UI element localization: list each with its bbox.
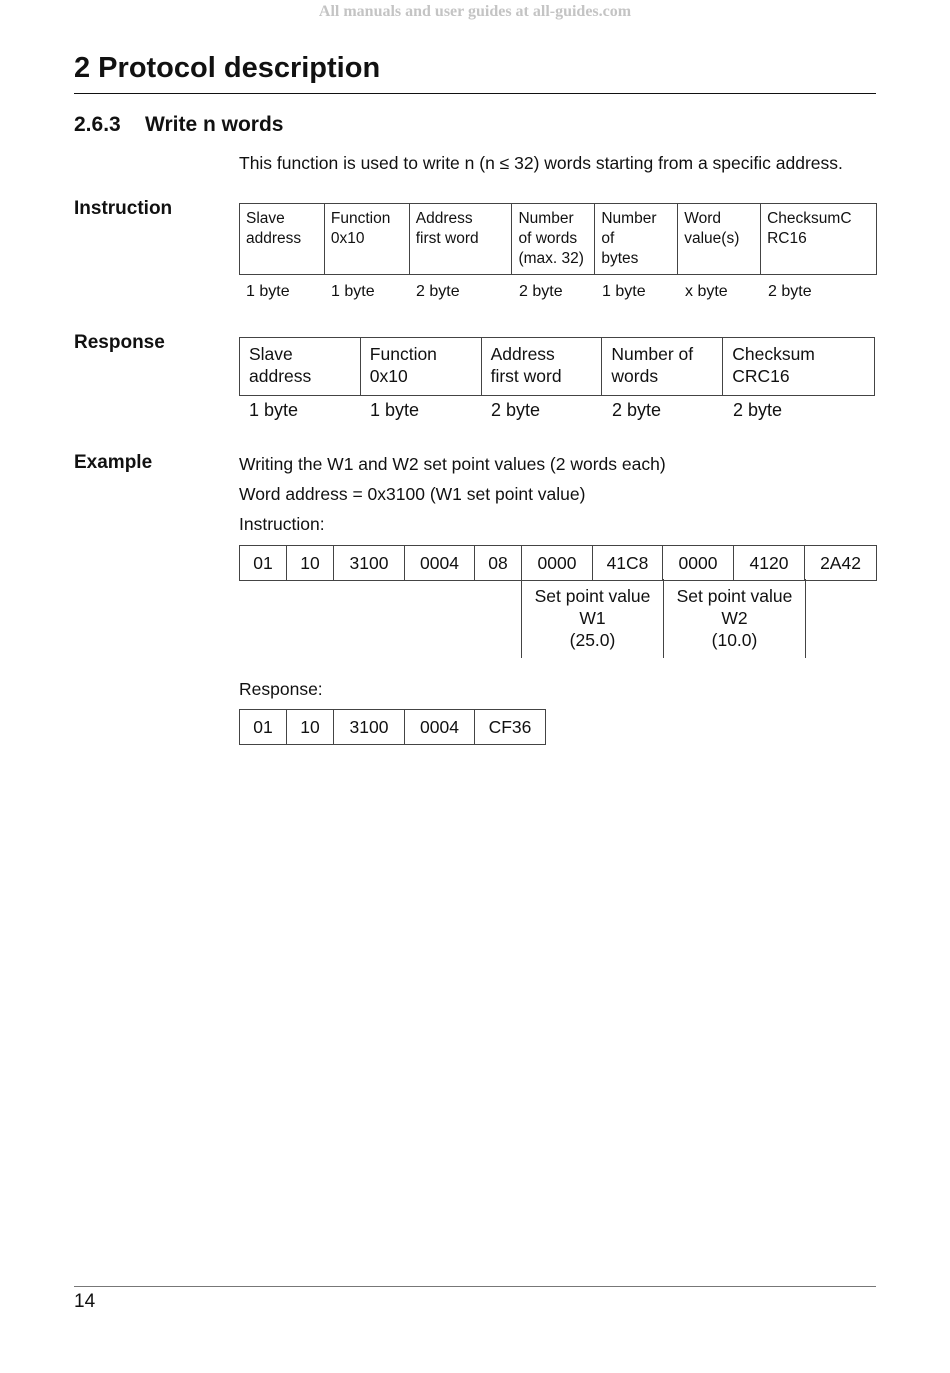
annotation-line: (25.0)	[569, 630, 616, 650]
resp-field-line: Number of	[611, 344, 694, 364]
resp-field-line: CRC16	[732, 366, 790, 386]
instr-field-line: Number	[518, 210, 574, 227]
response-frame-table	[239, 337, 875, 396]
hex-byte-cell: 0000	[522, 546, 593, 581]
chapter-title: 2 Protocol description	[74, 52, 381, 84]
hex-byte-cell: 3100	[334, 546, 405, 581]
instr-field-line: (max. 32)	[518, 250, 584, 267]
example-word-address: Word address = 0x3100 (W1 set point value)	[239, 484, 586, 504]
instr-field-cell	[409, 204, 512, 275]
instr-size: 1 byte	[246, 283, 290, 300]
hex-byte-cell: 3100	[334, 710, 405, 745]
resp-field-cell	[240, 338, 361, 396]
resp-field-line: first word	[490, 366, 562, 386]
instr-field-line: RC16	[767, 230, 807, 247]
resp-field-line: 0x10	[369, 366, 408, 386]
response-label: Response	[74, 332, 165, 353]
annotation-line: W2	[721, 608, 748, 628]
resp-field-cell	[602, 338, 723, 396]
annotation-line: Set point value	[534, 586, 651, 606]
instr-field-line: value(s)	[684, 230, 740, 247]
footer-divider	[74, 1286, 876, 1287]
annotation-line: (10.0)	[711, 630, 758, 650]
resp-field-cell	[360, 338, 481, 396]
resp-size: 1 byte	[249, 400, 299, 420]
example-response-table	[239, 709, 546, 745]
example-instruction-table	[239, 545, 877, 581]
intro-text: This function is used to write n (n ≤ 32) words starting from a specific address.	[239, 153, 843, 173]
resp-field-line: address	[249, 366, 312, 386]
response-size-row	[239, 400, 875, 421]
instruction-size-row	[239, 283, 877, 301]
instr-size: x byte	[685, 283, 728, 300]
instr-field-cell	[240, 204, 325, 275]
resp-field-cell	[481, 338, 602, 396]
hex-byte-cell: 08	[475, 546, 522, 581]
instr-size: 1 byte	[602, 283, 646, 300]
section-title: Write n words	[145, 113, 284, 136]
resp-field-line: words	[611, 366, 659, 386]
instr-field-cell	[512, 204, 595, 275]
hex-byte-cell: 01	[240, 710, 287, 745]
resp-size: 1 byte	[370, 400, 420, 420]
resp-field-line: Function	[369, 344, 437, 364]
instruction-frame-table	[239, 203, 877, 275]
hex-byte-cell: 2A42	[805, 546, 877, 581]
hex-byte-cell: 4120	[734, 546, 805, 581]
instr-field-line: of words	[518, 230, 578, 247]
instr-field-line: Slave	[246, 210, 285, 227]
instr-field-cell	[324, 204, 409, 275]
instr-field-line: address	[246, 230, 302, 247]
instr-field-line: of	[601, 230, 615, 247]
annotation-line: W1	[579, 608, 606, 628]
instr-field-line: Word	[684, 210, 721, 227]
instr-field-line: Function	[330, 210, 391, 227]
section-number: 2.6.3	[74, 113, 121, 136]
instr-field-cell	[595, 204, 678, 275]
instr-field-cell	[678, 204, 761, 275]
hex-byte-cell: 10	[287, 546, 334, 581]
instr-field-line: Address	[415, 210, 473, 227]
resp-field-line: Slave	[249, 344, 293, 364]
hex-byte-cell: 10	[287, 710, 334, 745]
section-heading	[74, 113, 283, 137]
hex-byte-cell: 0000	[663, 546, 734, 581]
chapter-divider	[74, 93, 876, 94]
instr-field-line: bytes	[601, 250, 639, 267]
watermark: All manuals and user guides at all-guides.com	[318, 3, 632, 20]
resp-size: 2 byte	[491, 400, 541, 420]
resp-size: 2 byte	[733, 400, 783, 420]
instr-field-cell	[761, 204, 877, 275]
example-description: Writing the W1 and W2 set point values (2 words each)	[239, 454, 666, 474]
instr-size: 2 byte	[768, 283, 812, 300]
resp-field-line: Checksum	[732, 344, 815, 364]
annotation-line: Set point value	[676, 586, 793, 606]
resp-field-line: Address	[490, 344, 555, 364]
instr-size: 1 byte	[331, 283, 375, 300]
instr-field-line: ChecksumC	[767, 210, 852, 227]
resp-field-cell	[723, 338, 875, 396]
annotation-w1	[521, 579, 663, 658]
example-instruction-label: Instruction:	[239, 514, 325, 534]
example-response-label: Response:	[239, 679, 323, 699]
hex-byte-cell: CF36	[475, 710, 546, 745]
hex-byte-cell: 0004	[405, 546, 475, 581]
example-label: Example	[74, 452, 153, 473]
instr-field-line: Number	[601, 210, 657, 227]
instr-size: 2 byte	[519, 283, 563, 300]
instr-field-line: 0x10	[330, 230, 365, 247]
page-number: 14	[74, 1291, 96, 1312]
resp-size: 2 byte	[612, 400, 662, 420]
hex-byte-cell: 0004	[405, 710, 475, 745]
annotation-end-line	[805, 579, 806, 658]
instr-size: 2 byte	[416, 283, 460, 300]
instruction-label: Instruction	[74, 198, 173, 219]
hex-byte-cell: 41C8	[593, 546, 663, 581]
hex-byte-cell: 01	[240, 546, 287, 581]
instr-field-line: first word	[415, 230, 479, 247]
annotation-w2	[663, 579, 805, 658]
